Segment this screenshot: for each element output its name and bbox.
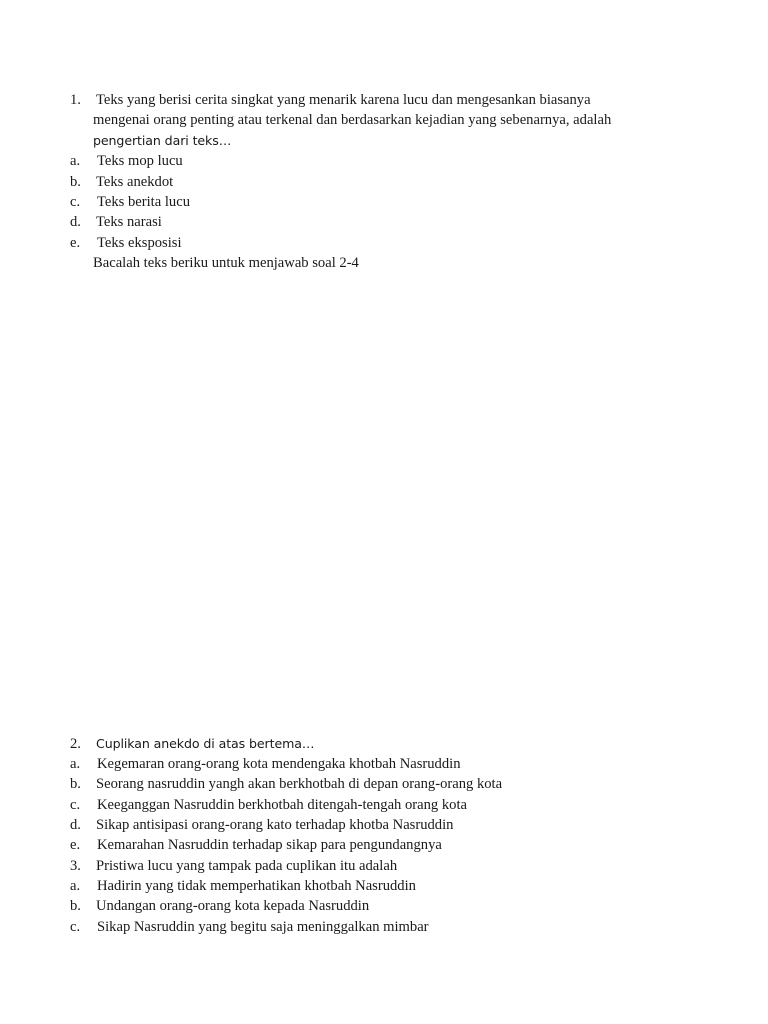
option-text: Kegemaran orang-orang kota mendengaka khotbah Nasruddin bbox=[97, 756, 461, 772]
option-marker: d. bbox=[70, 214, 81, 230]
option-marker: b. bbox=[70, 174, 81, 190]
option-text: Teks berita lucu bbox=[97, 194, 190, 210]
question-number: 2. bbox=[70, 736, 81, 752]
option-marker: e. bbox=[70, 235, 81, 251]
option-text: Keeganggan Nasruddin berkhotbah ditengah-tengah orang kota bbox=[97, 797, 467, 813]
option-marker: a. bbox=[70, 756, 81, 772]
option-text: Teks anekdot bbox=[96, 174, 174, 190]
option-text: Seorang nasruddin yangh akan berkhotbah di depan orang-orang kota bbox=[96, 776, 503, 792]
question-text-line: pengertian dari teks… bbox=[93, 133, 232, 148]
option-marker: a. bbox=[70, 153, 81, 169]
option-text: Sikap antisipasi orang-orang kato terhadap khotba Nasruddin bbox=[96, 817, 454, 833]
option-text: Teks narasi bbox=[96, 214, 162, 230]
question-number: 3. bbox=[70, 858, 81, 874]
option-text: Sikap Nasruddin yang begitu saja meninggalkan mimbar bbox=[97, 919, 429, 935]
option-text: Kemarahan Nasruddin terhadap sikap para pengundangnya bbox=[97, 837, 442, 853]
question-text-line: mengenai orang penting atau terkenal dan berdasarkan kejadian yang sebenarnya, adalah bbox=[93, 112, 612, 128]
option-marker: b. bbox=[70, 898, 81, 914]
option-marker: b. bbox=[70, 776, 81, 792]
option-text: Teks eksposisi bbox=[97, 235, 182, 251]
option-text: Teks mop lucu bbox=[97, 153, 183, 169]
question-text: Pristiwa lucu yang tampak pada cuplikan itu adalah bbox=[96, 858, 398, 874]
question-text: Cuplikan anekdo di atas bertema… bbox=[96, 736, 315, 751]
option-text: Undangan orang-orang kota kepada Nasruddin bbox=[96, 898, 370, 914]
option-marker: d. bbox=[70, 817, 81, 833]
option-marker: c. bbox=[70, 194, 81, 210]
option-marker: c. bbox=[70, 797, 81, 813]
reading-instruction: Bacalah teks beriku untuk menjawab soal 2-4 bbox=[93, 255, 359, 271]
question-number: 1. bbox=[70, 92, 81, 108]
option-marker: c. bbox=[70, 919, 81, 935]
option-text: Hadirin yang tidak memperhatikan khotbah Nasruddin bbox=[97, 878, 416, 894]
option-marker: a. bbox=[70, 878, 81, 894]
option-marker: e. bbox=[70, 837, 81, 853]
question-text-line: Teks yang berisi cerita singkat yang menarik karena lucu dan mengesankan biasanya bbox=[96, 92, 591, 108]
